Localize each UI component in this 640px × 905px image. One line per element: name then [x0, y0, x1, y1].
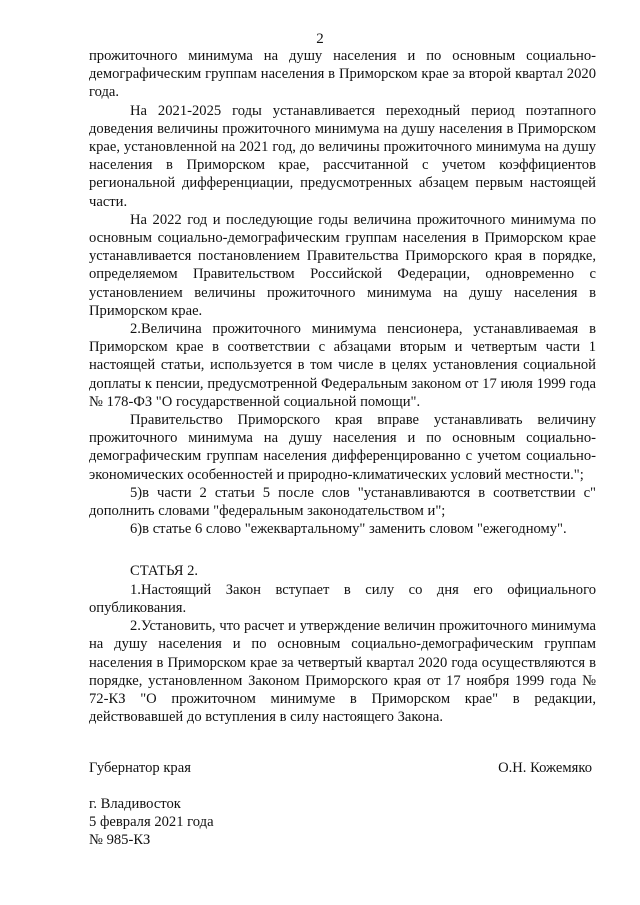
- page-number: 2: [316, 31, 324, 47]
- signatory-position: Губернатор края: [89, 760, 191, 776]
- paragraph-2022-onwards: На 2022 год и последующие годы величина прожиточного минимума по основным социально-демографическим группам населения в Приморском крае устанавливается постановлением Правительства Приморского края в порядке, определяемом Правительством Российской Федерации, одновременно с установлением величины прожиточного минимума на душу населения в Приморском крае.: [89, 211, 596, 319]
- footer-law-number: № 985-КЗ: [89, 832, 151, 849]
- paragraph-item-5: 5)в части 2 статьи 5 после слов "устанавливаются в соответствии с" дополнить словами "федеральным законодательством и";: [89, 484, 596, 520]
- footer-date: 5 февраля 2021 года: [89, 814, 214, 831]
- document-body: [89, 47, 596, 726]
- article-paragraph-calculation: 2.Установить, что расчет и утверждение величин прожиточного минимума на душу населения и по основным социально-демографическим группам населения в Приморском крае за четвертый квартал 2020 года осуществляются в порядке, установленном Законом Приморского края от 17 ноября 1999 года № 72-КЗ "О прожиточном минимуме в Приморском крае" в редакции, действовавшей до вступления в силу настоящего Закона.: [89, 618, 596, 726]
- paragraph-continuation: прожиточного минимума на душу населения и по основным социально-демографическим группам населения в Приморском крае за второй квартал 2020 года.: [89, 48, 596, 101]
- article-heading: СТАТЬЯ 2.: [130, 563, 199, 580]
- paragraph-pensioner-minimum: 2.Величина прожиточного минимума пенсионера, устанавливаемая в Приморском крае в соответствии с абзацами вторым и четвертым части 1 настоящей статьи, используется в том числе в целях установления социальной доплаты к пенсии, предусмотренной Федеральным законом от 17 июля 1999 года № 178-ФЗ "О государственной социальной помощи".: [89, 321, 596, 410]
- footer-city: г. Владивосток: [89, 796, 181, 812]
- article-paragraph-effective-date: 1.Настоящий Закон вступает в силу со дня его официального опубликования.: [89, 581, 596, 616]
- paragraph-government-rights: Правительство Приморского края вправе устанавливать величину прожиточного минимума на душу населения и по основным социально-демографическим группам населения дифференцированно с учетом социально-экономических особенностей и природно-климатических условий местности.";: [89, 412, 596, 483]
- signature-row: [89, 759, 592, 777]
- signatory-name: О.Н. Кожемяко: [498, 760, 592, 776]
- paragraph-transition-period: На 2021-2025 годы устанавливается переходный период поэтапного доведения величины прожиточного минимума на душу населения в Приморском крае, установленной на 2021 год, до величины прожиточного минимума на душу населения в Приморском крае, рассчитанной с учетом коэффициентов региональной дифференциации, предусмотренных абзацем первым настоящей части.: [89, 102, 596, 210]
- paragraph-item-6: 6)в статье 6 слово "ежеквартальному" заменить словом "ежегодному".: [130, 521, 567, 538]
- document-footer: [89, 795, 214, 850]
